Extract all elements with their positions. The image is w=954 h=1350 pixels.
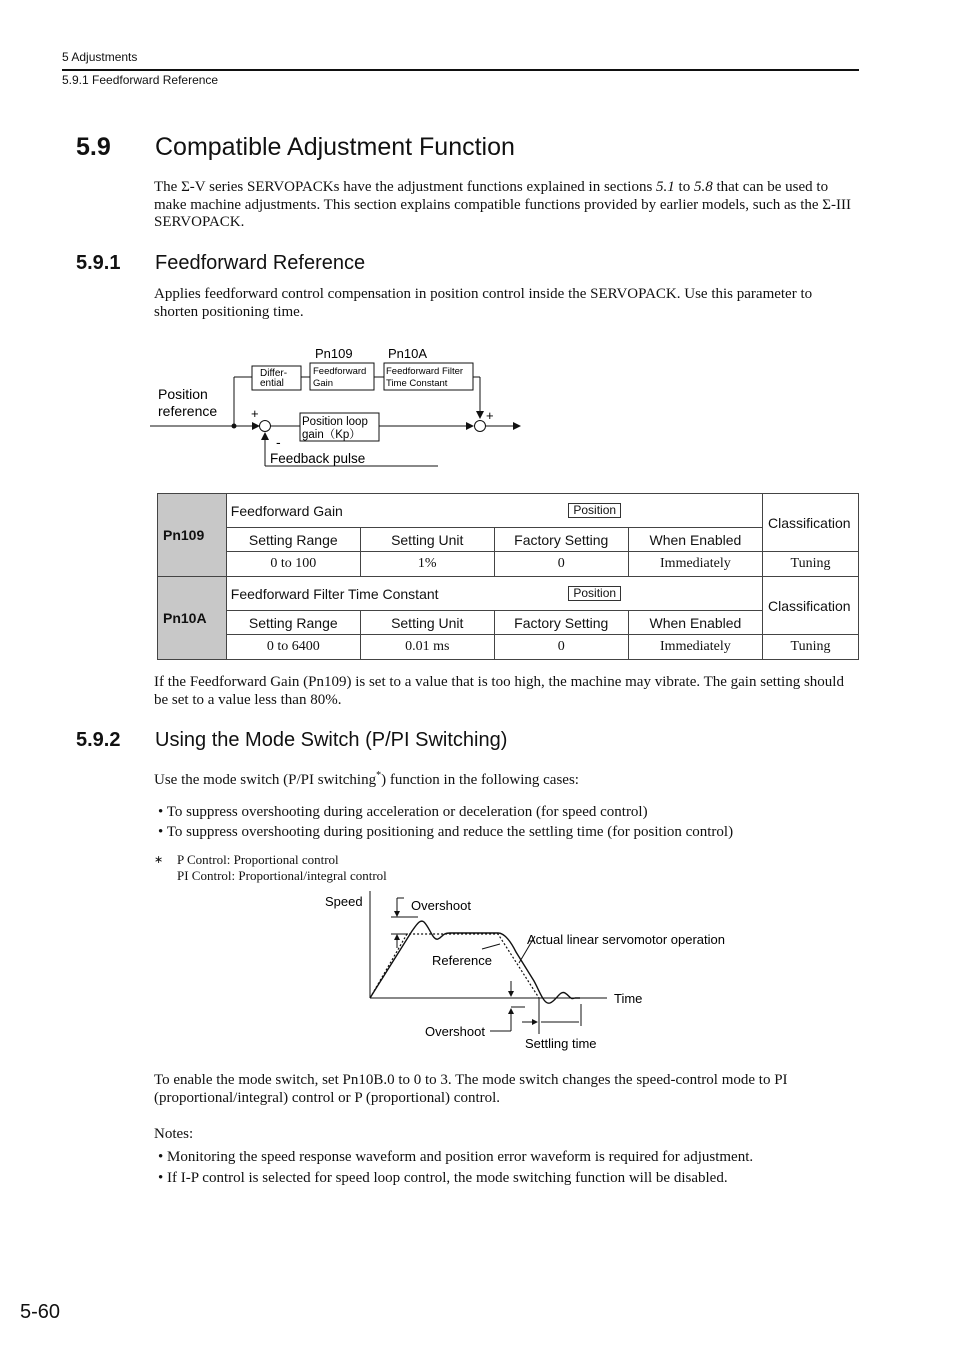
section-intro (154, 179, 859, 232)
feedforward-block-diagram (150, 340, 530, 475)
bullet-item-2: • To suppress overshooting during positioning and reduce the settling time (for position control) (158, 824, 734, 840)
classification-header-2: Classification (763, 577, 859, 635)
setting-range-header-2: Setting Range (226, 611, 360, 635)
setting-unit-header: Setting Unit (360, 528, 494, 552)
footnote-line-1: P Control: Proportional control (177, 852, 339, 867)
setting-range-header: Setting Range (226, 528, 360, 552)
mode-switch-enable-text: To enable the mode switch, set Pn10B.0 to 0 to 3. The mode switch changes the speed-control mode to PI (proportional/integral) control or P (proportional) control. (154, 1072, 788, 1106)
subsection-number: 5.9.1 (76, 252, 121, 274)
factory-setting-header-2: Factory Setting (494, 611, 628, 635)
differential-label-1: Differ- (260, 368, 288, 379)
pn10a-name: Feedforward Filter Time Constant (230, 585, 439, 602)
subsection-heading-5-9-1 (76, 252, 120, 275)
overshoot-top-label: Overshoot (411, 898, 471, 913)
sum1-minus-sign: - (276, 434, 281, 450)
intro-ref-5-1[interactable]: 5.1 (656, 179, 675, 195)
setting-unit-header-2: Setting Unit (360, 611, 494, 635)
position-reference-label-1: Position (158, 386, 208, 402)
pn109-factory: 0 (494, 552, 628, 577)
pn109-enabled: Immediately (628, 552, 762, 577)
footnote-mark: ∗ (154, 854, 164, 866)
pn109-classification: Tuning (763, 552, 859, 577)
position-reference-label-2: reference (158, 403, 218, 419)
settling-time-label: Settling time (525, 1036, 597, 1051)
subsection-title-2: Using the Mode Switch (P/PI Switching) (155, 729, 508, 751)
sum2-plus-sign: + (486, 408, 494, 423)
lead-text-1: Use the mode switch (P/PI switching (154, 772, 377, 788)
position-loop-gain-label-1: Position loop (302, 416, 368, 428)
summing-junction-1 (260, 421, 271, 432)
pn10a-cell: Pn10A (158, 577, 227, 660)
header-rule (62, 69, 859, 71)
pn10a-unit: 0.01 ms (360, 635, 494, 660)
pn10a-factory: 0 (494, 635, 628, 660)
pn10a-name-cell (226, 577, 762, 611)
when-enabled-header: When Enabled (628, 528, 762, 552)
classification-header: Classification (763, 494, 859, 552)
factory-setting-header: Factory Setting (494, 528, 628, 552)
pn109-name: Feedforward Gain (230, 502, 343, 519)
subsection-number-2: 5.9.2 (76, 729, 121, 751)
running-header-chapter: 5 Adjustments (62, 50, 138, 64)
pn109-range: 0 to 100 (226, 552, 360, 577)
subsection-title-wrap-2 (155, 729, 507, 752)
notes-label: Notes: (154, 1126, 194, 1142)
page-number: 5-60 (20, 1301, 61, 1323)
pn10a-enabled: Immediately (628, 635, 762, 660)
time-axis-label: Time (614, 991, 643, 1006)
pn109-unit: 1% (360, 552, 494, 577)
intro-text-2: to (674, 179, 694, 195)
feedforward-caution: If the Feedforward Gain (Pn109) is set to a value that is too high, the machine may vibrate. The gain setting should be set to a value less than 80%. (154, 674, 844, 708)
pn109-name-cell (226, 494, 762, 528)
running-header-section: 5.9.1 Feedforward Reference (62, 73, 219, 87)
intro-ref-5-8[interactable]: 5.8 (693, 179, 713, 195)
mode-switch-lead (154, 767, 579, 790)
label-pn10a: Pn10A (388, 346, 428, 361)
parameter-table (157, 493, 859, 660)
footnote-ref: * (376, 770, 382, 781)
bullet-item-1: • To suppress overshooting during acceleration or deceleration (for speed control) (158, 804, 648, 820)
label-pn109: Pn109 (315, 346, 353, 361)
pn109-control-mode-tag: Position (568, 503, 621, 518)
note-item-2: • If I-P control is selected for speed loop control, the mode switching function will be disabled. (158, 1170, 728, 1186)
intro-text-3: that can be used to make machine adjustments. This section explains compatible functions provided by earlier models, such as the Σ-III SERVOPACK. (154, 179, 852, 230)
ff-filter-label-1: Feedforward Filter (386, 366, 464, 377)
feedback-pulse-label: Feedback pulse (270, 451, 366, 466)
note-item-1: • Monitoring the speed response waveform and position error waveform is required for adjustment. (158, 1149, 754, 1165)
subsection-title-wrap (155, 252, 365, 275)
ff-filter-label-2: Time Constant (386, 378, 448, 389)
differential-label-2: ential (260, 378, 284, 389)
speed-axis-label: Speed (325, 894, 363, 909)
pn109-cell: Pn109 (158, 494, 227, 577)
reference-label: Reference (432, 953, 492, 968)
summing-junction-2 (475, 421, 486, 432)
sum1-plus-sign: + (251, 406, 259, 421)
subsection-heading-5-9-2 (76, 729, 120, 752)
pn10a-range: 0 to 6400 (226, 635, 360, 660)
intro-text-1: The Σ-V series SERVOPACKs have the adjustment functions explained in sections (154, 179, 657, 195)
lead-text-2: ) function in the following cases: (381, 772, 579, 788)
overshoot-bottom-label: Overshoot (425, 1024, 485, 1039)
footnote-line-2: PI Control: Proportional/integral control (177, 868, 387, 883)
when-enabled-header-2: When Enabled (628, 611, 762, 635)
subsection-body: Applies feedforward control compensation in position control inside the SERVOPACK. Use this parameter to shorten positioning time. (154, 286, 813, 320)
section-heading-5-9 (76, 133, 111, 162)
section-number: 5.9 (76, 133, 111, 161)
ff-gain-label-1: Feedforward (313, 366, 367, 377)
mode-switch-response-graph (320, 886, 750, 1056)
actual-operation-label: Actual linear servomotor operation (527, 932, 725, 947)
section-title: Compatible Adjustment Function (155, 133, 515, 161)
position-loop-gain-label-2: gain（Kp） (302, 429, 361, 441)
section-title-wrap (155, 133, 515, 162)
ff-gain-label-2: Gain (313, 378, 334, 389)
subsection-title: Feedforward Reference (155, 252, 366, 274)
pn10a-classification: Tuning (763, 635, 859, 660)
pn10a-control-mode-tag: Position (568, 586, 621, 601)
